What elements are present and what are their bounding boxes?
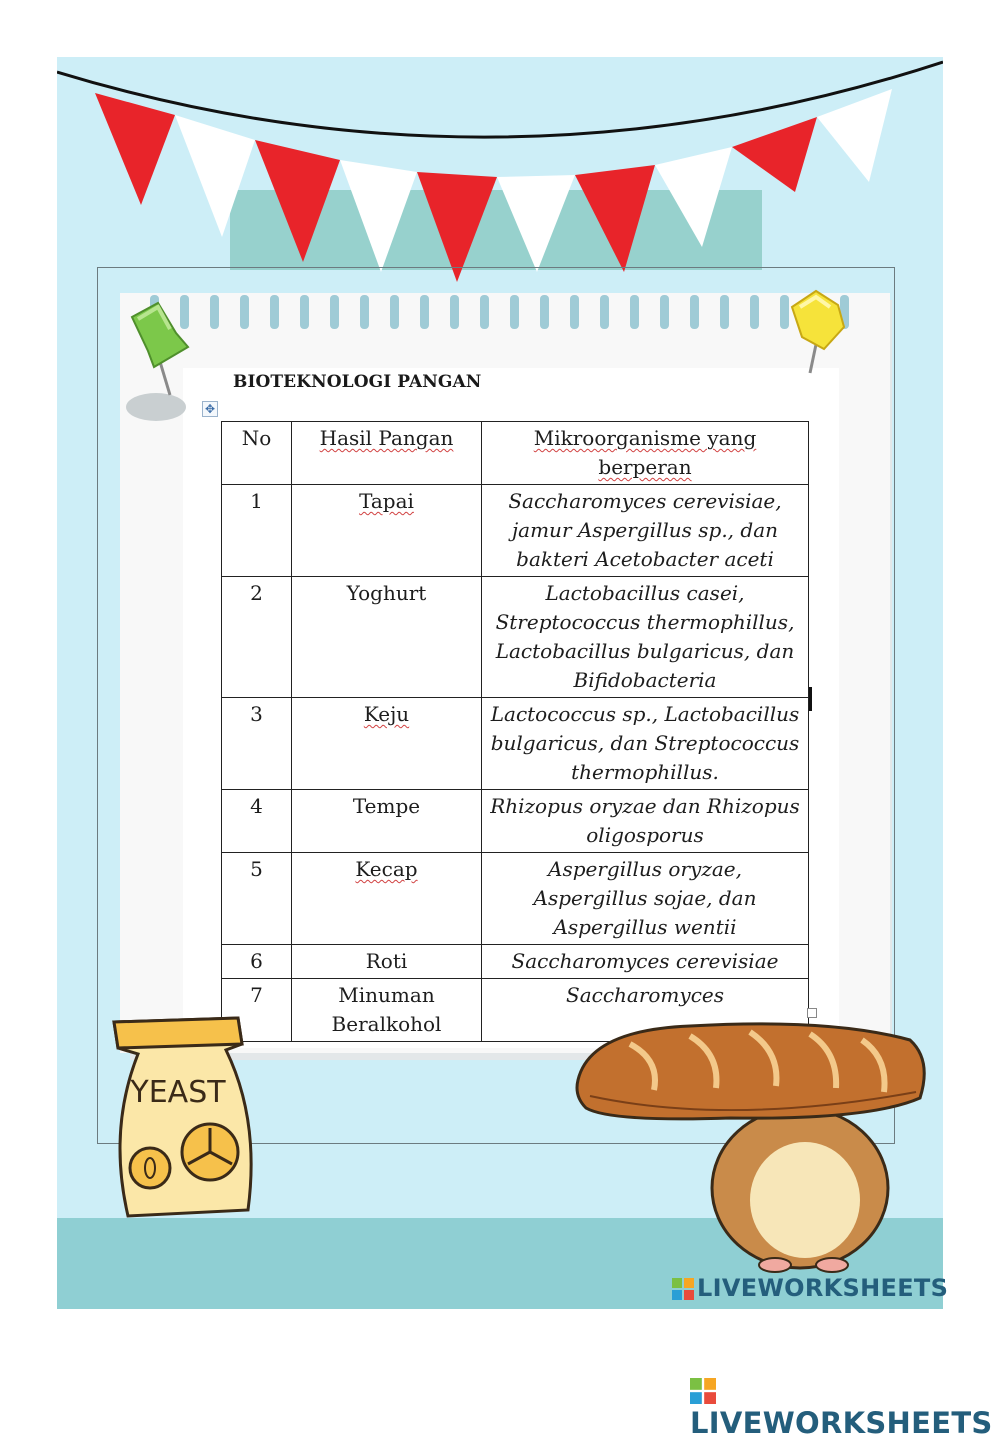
bunting-flags xyxy=(57,57,943,287)
table-row xyxy=(222,485,809,577)
row-hasil: Tapai xyxy=(292,485,482,577)
bunting-flag xyxy=(497,175,575,272)
document-title: BIOTEKNOLOGI PANGAN xyxy=(233,372,482,392)
bunting-flag xyxy=(340,160,417,272)
row-mikro: Saccharomyces cerevisiae, jamur Aspergillus sp., dan bakteri Acetobacter aceti xyxy=(482,485,809,577)
table-row xyxy=(222,698,809,790)
row-hasil: Roti xyxy=(292,945,482,979)
bunting-flag xyxy=(575,165,655,272)
row-hasil: Tempe xyxy=(292,790,482,853)
row-hasil: Keju xyxy=(292,698,482,790)
bunting-flag xyxy=(655,147,732,247)
liveworksheets-logo-icon xyxy=(672,1278,694,1300)
bunting-flag xyxy=(417,172,497,282)
header-mikroorganisme: Mikroorganisme yang berperan xyxy=(482,422,809,485)
row-mikro: Rhizopus oryzae dan Rhizopus oligosporus xyxy=(482,790,809,853)
table-row xyxy=(222,577,809,698)
row-no: 2 xyxy=(222,577,292,698)
row-mikro: Aspergillus oryzae, Aspergillus sojae, dan Aspergillus wentii xyxy=(482,853,809,945)
table-header-row xyxy=(222,422,809,485)
header-no: No xyxy=(222,422,292,485)
table-move-handle-icon[interactable]: ✥ xyxy=(202,401,218,417)
table-row xyxy=(222,945,809,979)
table-row xyxy=(222,853,809,945)
bunting-flag xyxy=(732,117,817,192)
bread-hamster-illustration xyxy=(570,1000,930,1290)
liveworksheets-watermark xyxy=(672,1274,948,1302)
row-no: 7 xyxy=(222,979,292,1042)
row-hasil: Kecap xyxy=(292,853,482,945)
row-no: 6 xyxy=(222,945,292,979)
row-no: 4 xyxy=(222,790,292,853)
bunting-flag xyxy=(255,140,340,262)
header-hasil-pangan: Hasil Pangan xyxy=(292,422,482,485)
text-cursor xyxy=(809,687,812,711)
row-mikro: Lactobacillus casei, Streptococcus thermophillus, Lactobacillus bulgaricus, dan Bifidobacteria xyxy=(482,577,809,698)
row-mikro: Lactococcus sp., Lactobacillus bulgaricus, dan Streptococcus thermophillus. xyxy=(482,698,809,790)
yellow-pushpin-icon xyxy=(782,287,862,377)
watermark-text: LIVEWORKSHEETS xyxy=(697,1274,949,1302)
watermark-text: LIVEWORKSHEETS xyxy=(690,1406,993,1440)
row-hasil: Yoghurt xyxy=(292,577,482,698)
bunting-flag xyxy=(817,89,892,182)
table-row xyxy=(222,790,809,853)
liveworksheets-logo-icon xyxy=(690,1378,716,1404)
bunting-flag xyxy=(95,93,175,205)
yeast-bag-illustration xyxy=(100,1010,270,1225)
yeast-label: YEAST xyxy=(130,1075,226,1110)
row-no: 5 xyxy=(222,853,292,945)
green-pushpin-icon xyxy=(118,295,198,425)
row-mikro: Saccharomyces xyxy=(482,979,809,1042)
bioteknologi-table xyxy=(221,421,809,1042)
liveworksheets-footer-watermark xyxy=(690,1372,1000,1440)
row-no: 1 xyxy=(222,485,292,577)
row-no: 3 xyxy=(222,698,292,790)
bunting-flag xyxy=(175,115,255,237)
row-mikro: Saccharomyces cerevisiae xyxy=(482,945,809,979)
row-hasil: Minuman Beralkohol xyxy=(292,979,482,1042)
